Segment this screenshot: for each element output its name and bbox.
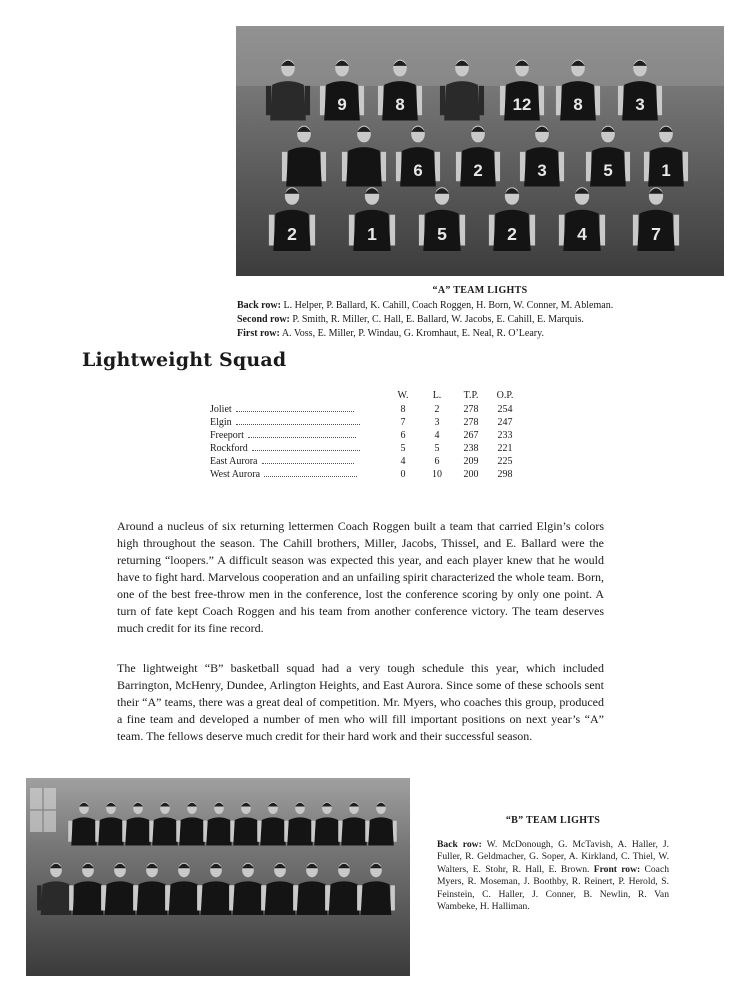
b-back-row-label: Back row: [437,839,482,850]
b-team-photo [26,778,410,976]
jersey-number: 8 [395,95,405,114]
standings-team [210,455,386,468]
jersey-number: 1 [367,224,377,244]
jersey-number: 7 [651,224,661,244]
b-team-caption [437,839,669,913]
opponent-points-cell: 225 [497,456,513,467]
total-points-cell: 238 [463,443,479,454]
team-name: Joliet [210,404,232,415]
leader-dots [236,424,360,425]
section-heading: Lightweight Squad [82,349,287,371]
standings-team [210,442,386,455]
standings-header-row [210,390,522,403]
jersey-number: 9 [337,95,347,114]
team-name: Rockford [210,443,248,454]
header-losses: L. [432,390,442,401]
total-points-cell: 200 [463,469,479,480]
b-team-front-row [37,863,395,915]
leader-dots [264,476,357,477]
leader-dots [252,450,360,451]
jersey-number: 1 [661,161,671,180]
losses-cell: 4 [434,430,440,441]
second-row-names: P. Smith, R. Miller, C. Hall, E. Ballard, W. Jacobs, E. Cahill, E. Marquis. [292,314,584,325]
second-row-label: Second row: [237,314,290,325]
b-front-row-names: Coach Myers, R. Moseman, J. Boothby, R. Reinert, P. Herold, S. Feinstein, C. Haller, J. Conner, B. Newlin, R. Van Wambeke, H. Halliman. [437,863,669,913]
back-row-label: Back row: [237,300,281,311]
wins-cell: 5 [400,443,406,454]
a-team-photo [236,26,724,276]
jersey-number: 8 [573,95,583,114]
leader-dots [236,411,355,412]
standings-team [210,403,386,416]
standings-row [210,455,522,468]
standings-row [210,429,522,442]
header-total-points: T.P. [463,390,479,401]
losses-cell: 5 [434,443,440,454]
b-front-row-label: Front row: [593,863,641,875]
jersey-number: 5 [437,224,447,244]
paragraph-b-team: The lightweight “B” basketball squad had a very tough schedule this year, which included Barrington, McHenry, Dundee, Arlington Heights, and East Aurora. Since some of these schools sent their “A” teams, there was a great deal of competition. Mr. Myers, who coaches this group, produced a fine team and developed a number of men who will fill important positions on next year’s “A” team. The fellows deserve much credit for their hard work and their successful season. [117,661,604,743]
losses-cell: 2 [434,404,440,415]
team-name: West Aurora [210,469,261,480]
losses-cell: 10 [432,469,442,480]
standings-row [210,416,522,429]
opponent-points-cell: 233 [497,430,513,441]
wins-cell: 8 [400,404,406,415]
wins-cell: 7 [400,417,406,428]
a-team-caption-back-row [237,299,613,312]
wins-cell: 0 [400,469,406,480]
back-row-names: L. Helper, P. Ballard, K. Cahill, Coach Roggen, H. Born, W. Conner, M. Ableman. [283,300,614,311]
total-points-cell: 278 [463,417,479,428]
opponent-points-cell: 221 [497,443,513,454]
standings-team [210,468,386,481]
a-team-caption-first-row [237,327,544,340]
header-opponent-points: O.P. [496,390,514,401]
jersey-number: 2 [287,224,297,244]
jersey-number: 6 [413,161,423,180]
total-points-cell: 278 [463,404,479,415]
team-name: Elgin [210,417,232,428]
standings-row [210,442,522,455]
standings-table [210,390,522,481]
losses-cell: 3 [434,417,440,428]
paragraph-a-team: Around a nucleus of six returning lettermen Coach Roggen built a team that carried Elgin’s colors high throughout the season. The Cahill brothers, Miller, Jacobs, Thissel, and E. Ballard were the returning “loopers.” A difficult season was expected this year, and each player knew that he would have to fight hard. Marvelous cooperation and an unfailing spirit characterized the whole team. Born, one of the best free-throw men in the conference, lost the conference scoring by only one point. A turn of fate kept Coach Roggen and his team from another conference victory. The team deserves much credit for its fine record. [117,519,604,635]
standings-row [210,403,522,416]
a-team-caption-title: “A” TEAM LIGHTS [432,285,528,296]
first-row-label: First row: [237,328,280,339]
first-row-names: A. Voss, E. Miller, P. Windau, G. Kromhaut, E. Neal, R. O’Leary. [281,328,544,339]
jersey-number: 3 [635,95,645,114]
jersey-number: 4 [577,224,587,244]
team-name: East Aurora [210,456,258,467]
standings-team [210,416,386,429]
standings-row [210,468,522,481]
opponent-points-cell: 298 [497,469,513,480]
leader-dots [248,437,356,438]
standings-team [210,429,386,442]
header-wins: W. [397,390,409,401]
jersey-number: 5 [603,161,613,180]
jersey-number: 2 [473,161,483,180]
b-team-caption-title: “B” TEAM LIGHTS [505,815,601,826]
jersey-number: 3 [537,161,547,180]
losses-cell: 6 [434,456,440,467]
total-points-cell: 267 [463,430,479,441]
opponent-points-cell: 254 [497,404,513,415]
wins-cell: 4 [400,456,406,467]
jersey-number: 12 [512,95,532,114]
jersey-number: 2 [507,224,517,244]
wins-cell: 6 [400,430,406,441]
a-team-caption-second-row [237,313,584,326]
team-name: Freeport [210,430,244,441]
opponent-points-cell: 247 [497,417,513,428]
total-points-cell: 209 [463,456,479,467]
leader-dots [262,463,355,464]
b-back-row-names: W. McDonough, G. McTavish, A. Haller, J. Fuller, R. Geldmacher, G. Soper, A. Kirkland, C. Thiel, W. Walters, E. Stohr, R. Hall, E. Brown. [437,839,669,875]
